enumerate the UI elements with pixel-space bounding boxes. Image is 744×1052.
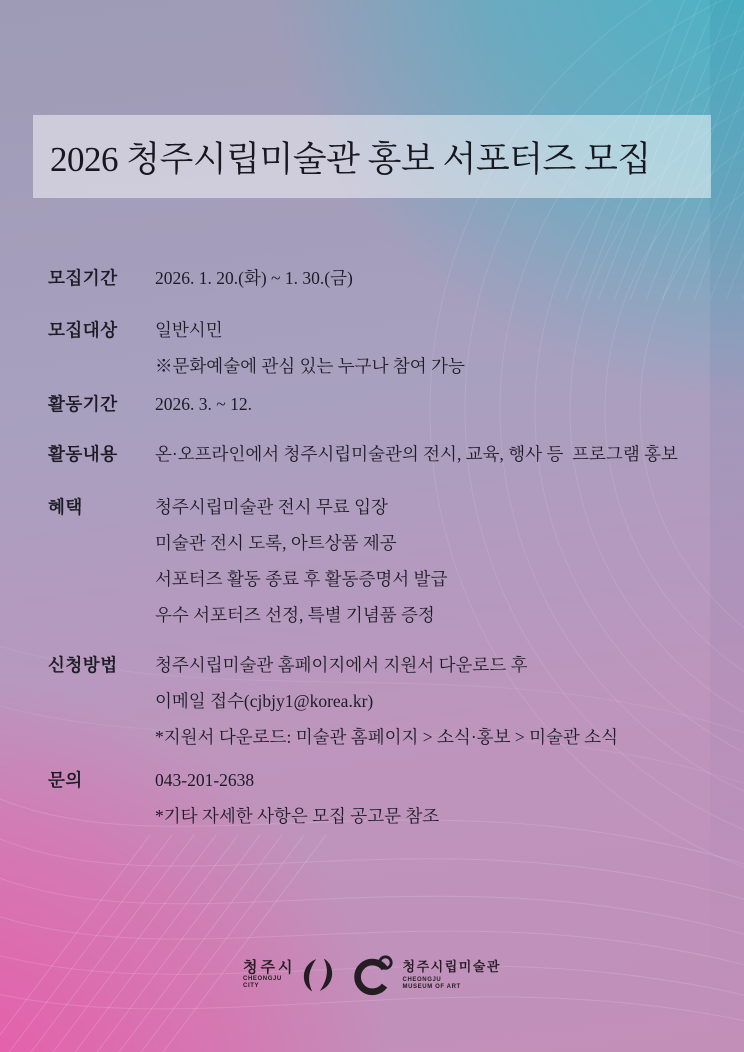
city-logo-icon (303, 957, 333, 993)
section-value (155, 436, 711, 472)
cheongju-city-logo (243, 957, 332, 993)
museum-logo-korean: 청주시립미술관 (402, 959, 501, 974)
section-line: ※문화예술에 관심 있는 누구나 참여 가능 (155, 356, 465, 376)
poster-title: 2026 청주시립미술관 홍보 서포터즈 모집 (50, 139, 651, 179)
museum-logo (351, 953, 501, 997)
section-line: 2026. 3. ~ 12. (155, 394, 252, 414)
city-logo-text (243, 960, 295, 990)
section-line: 미술관 전시 도록, 아트상품 제공 (155, 533, 397, 553)
section-label: 신청방법 (48, 655, 118, 675)
section-value (155, 647, 711, 755)
section-recruitment-period (48, 260, 724, 296)
section-label: 혜택 (48, 497, 83, 517)
section-line: 일반시민 (155, 320, 223, 340)
section-label: 문의 (48, 770, 83, 790)
section-label: 모집대상 (48, 320, 118, 340)
museum-logo-english-2: MUSEUM OF ART (402, 984, 461, 990)
section-line: 우수 서포터즈 선정, 특별 기념품 증정 (155, 605, 435, 625)
section-line: 이메일 접수(cjbjy1@korea.kr) (155, 691, 374, 711)
info-list (48, 260, 724, 834)
title-banner (33, 115, 711, 198)
footer-logos (0, 953, 744, 997)
section-label: 활동기간 (48, 394, 118, 414)
section-line: *기타 자세한 사항은 모집 공고문 참조 (155, 806, 440, 826)
section-value (155, 762, 711, 834)
section-label: 모집기간 (48, 268, 118, 288)
city-logo-english-1: CHEONGJU (243, 976, 282, 982)
section-line: 온·오프라인에서 청주시립미술관의 전시, 교육, 행사 등 프로그램 홍보 (155, 444, 678, 464)
section-activity-content (48, 436, 724, 472)
museum-logo-icon (351, 953, 395, 997)
section-how-to-apply (48, 647, 724, 755)
city-logo-korean: 청주시 (243, 959, 296, 976)
section-line: 서포터즈 활동 종료 후 활동증명서 발급 (155, 569, 448, 589)
section-value (155, 489, 711, 633)
section-line: *지원서 다운로드: 미술관 홈페이지 > 소식·홍보 > 미술관 소식 (155, 727, 618, 747)
museum-logo-text (403, 959, 501, 991)
section-value (155, 260, 711, 296)
city-logo-english-2: CITY (243, 983, 260, 989)
section-activity-period (48, 386, 724, 422)
section-line: 청주시립미술관 전시 무료 입장 (155, 497, 388, 517)
section-benefits (48, 489, 724, 633)
section-line: 청주시립미술관 홈페이지에서 지원서 다운로드 후 (155, 655, 528, 675)
section-line: 2026. 1. 20.(화) ~ 1. 30.(금) (155, 268, 353, 288)
section-value (155, 312, 711, 384)
section-contact (48, 762, 724, 834)
section-label: 활동내용 (48, 444, 118, 464)
section-eligibility (48, 312, 724, 384)
museum-logo-english-1: CHEONGJU (402, 977, 442, 983)
contact-phone: 043-201-2638 (155, 770, 255, 790)
section-value (155, 386, 711, 422)
